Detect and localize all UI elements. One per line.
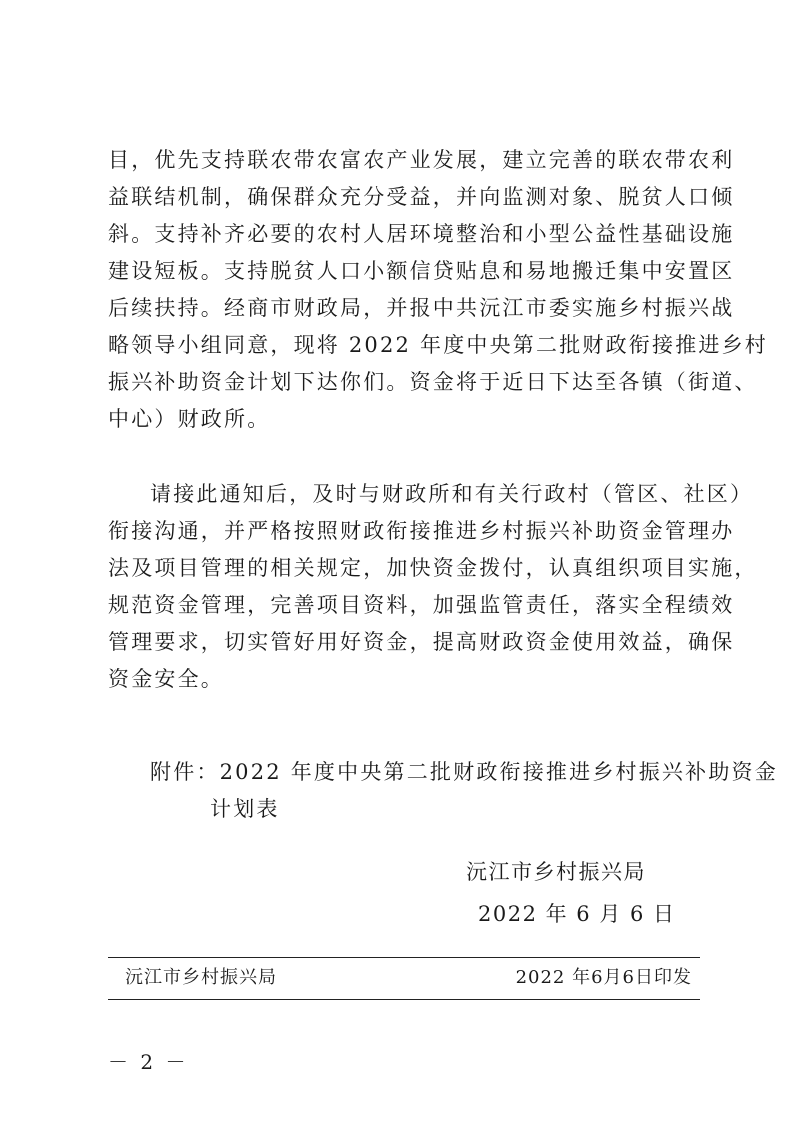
paragraph-line: 请接此通知后，及时与财政所和有关行政村（管区、社区） — [150, 482, 754, 506]
paragraph-line: 资金安全。 — [108, 667, 224, 691]
paragraph-line: 建设短板。支持脱贫人口小额信贷贴息和易地搬迁集中安置区 — [108, 259, 735, 283]
signature-organization: 沅江市乡村振兴局 — [466, 860, 646, 884]
attachment-line: 计划表 — [210, 797, 280, 821]
footer-issuer: 沅江市乡村振兴局 — [125, 967, 277, 988]
paragraph-line: 略领导小组同意，现将 2022 年度中央第二批财政衔接推进乡村 — [108, 333, 768, 357]
paragraph-line: 后续扶持。经商市财政局，并报中共沅江市委实施乡村振兴战 — [108, 296, 735, 320]
paragraph-line: 益联结机制，确保群众充分受益，并向监测对象、脱贫人口倾 — [108, 185, 735, 209]
attachment-line: 附件：2022 年度中央第二批财政衔接推进乡村振兴补助资金 — [150, 760, 778, 784]
footer-top-rule — [108, 957, 700, 958]
paragraph-line: 衔接沟通，并严格按照财政衔接推进乡村振兴补助资金管理办 — [108, 519, 735, 543]
signature-date: 2022 年 6 月 6 日 — [478, 902, 676, 926]
paragraph-line: 斜。支持补齐必要的农村人居环境整治和小型公益性基础设施 — [108, 222, 735, 246]
paragraph-line: 振兴补助资金计划下达你们。资金将于近日下达至各镇（街道、 — [108, 370, 758, 394]
paragraph-line: 目，优先支持联农带农富农产业发展，建立完善的联农带农利 — [108, 148, 735, 172]
page-number: － 2 － — [108, 1050, 189, 1074]
paragraph-line: 规范资金管理，完善项目资料，加强监管责任，落实全程绩效 — [108, 593, 735, 617]
paragraph-line: 管理要求，切实管好用好资金，提高财政资金使用效益，确保 — [108, 630, 735, 654]
paragraph-line: 法及项目管理的相关规定，加快资金拨付，认真组织项目实施， — [108, 556, 758, 580]
footer-print-date: 2022 年6月6日印发 — [515, 967, 692, 988]
paragraph-line: 中心）财政所。 — [108, 407, 271, 431]
footer-bottom-rule — [108, 999, 700, 1000]
